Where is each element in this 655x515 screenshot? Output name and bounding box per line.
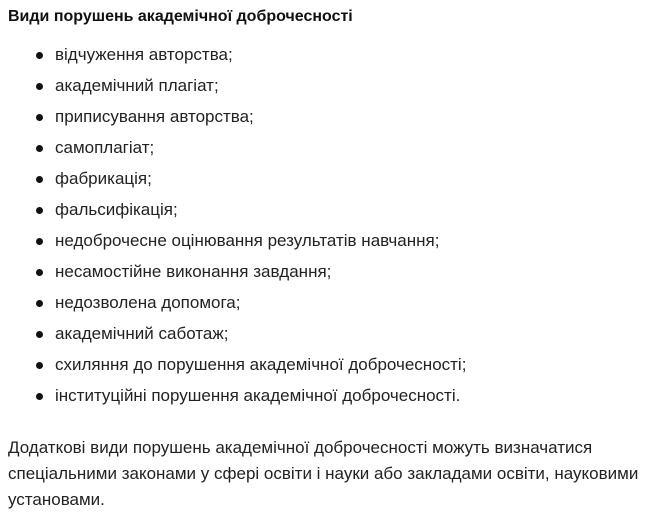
list-item	[8, 385, 647, 416]
list-item-text: недоброчесне оцінювання результатів навчання;	[55, 231, 440, 250]
bullet-icon	[36, 176, 43, 183]
list-item	[8, 44, 647, 75]
bullet-icon	[36, 207, 43, 214]
list-item	[8, 261, 647, 292]
list-item-text: приписування авторства;	[55, 107, 254, 126]
bullet-icon	[36, 331, 43, 338]
list-item-text: академічний плагіат;	[55, 76, 219, 95]
bullet-icon	[36, 145, 43, 152]
list-item	[8, 75, 647, 106]
bullet-icon	[36, 238, 43, 245]
bullet-icon	[36, 83, 43, 90]
violations-list	[8, 44, 647, 416]
list-item	[8, 292, 647, 323]
list-item-text: самоплагіат;	[55, 138, 155, 157]
list-item	[8, 168, 647, 199]
section-heading: Види порушень академічної доброчесності	[8, 8, 353, 25]
bullet-icon	[36, 114, 43, 121]
list-item-text: фабрикація;	[55, 169, 152, 188]
bullet-icon	[36, 269, 43, 276]
list-item	[8, 323, 647, 354]
list-item-text: відчуження авторства;	[55, 45, 233, 64]
additional-note-paragraph: Додаткові види порушень академічної доброчесності можуть визначатися спеціальними законами у сфері освіти і науки або закладами освіти, науковими установами.	[8, 438, 639, 509]
list-item-text: недозволена допомога;	[55, 293, 241, 312]
list-item	[8, 137, 647, 168]
bullet-icon	[36, 393, 43, 400]
list-item	[8, 230, 647, 261]
bullet-icon	[36, 300, 43, 307]
list-item	[8, 199, 647, 230]
list-item-text: фальсифікація;	[55, 200, 178, 219]
list-item-text: схиляння до порушення академічної доброчесності;	[55, 355, 467, 374]
list-item	[8, 106, 647, 137]
list-item	[8, 354, 647, 385]
bullet-icon	[36, 52, 43, 59]
list-item-text: несамостійне виконання завдання;	[55, 262, 332, 281]
list-item-text: інституційні порушення академічної доброчесності.	[55, 386, 461, 405]
bullet-icon	[36, 362, 43, 369]
list-item-text: академічний саботаж;	[55, 324, 229, 343]
